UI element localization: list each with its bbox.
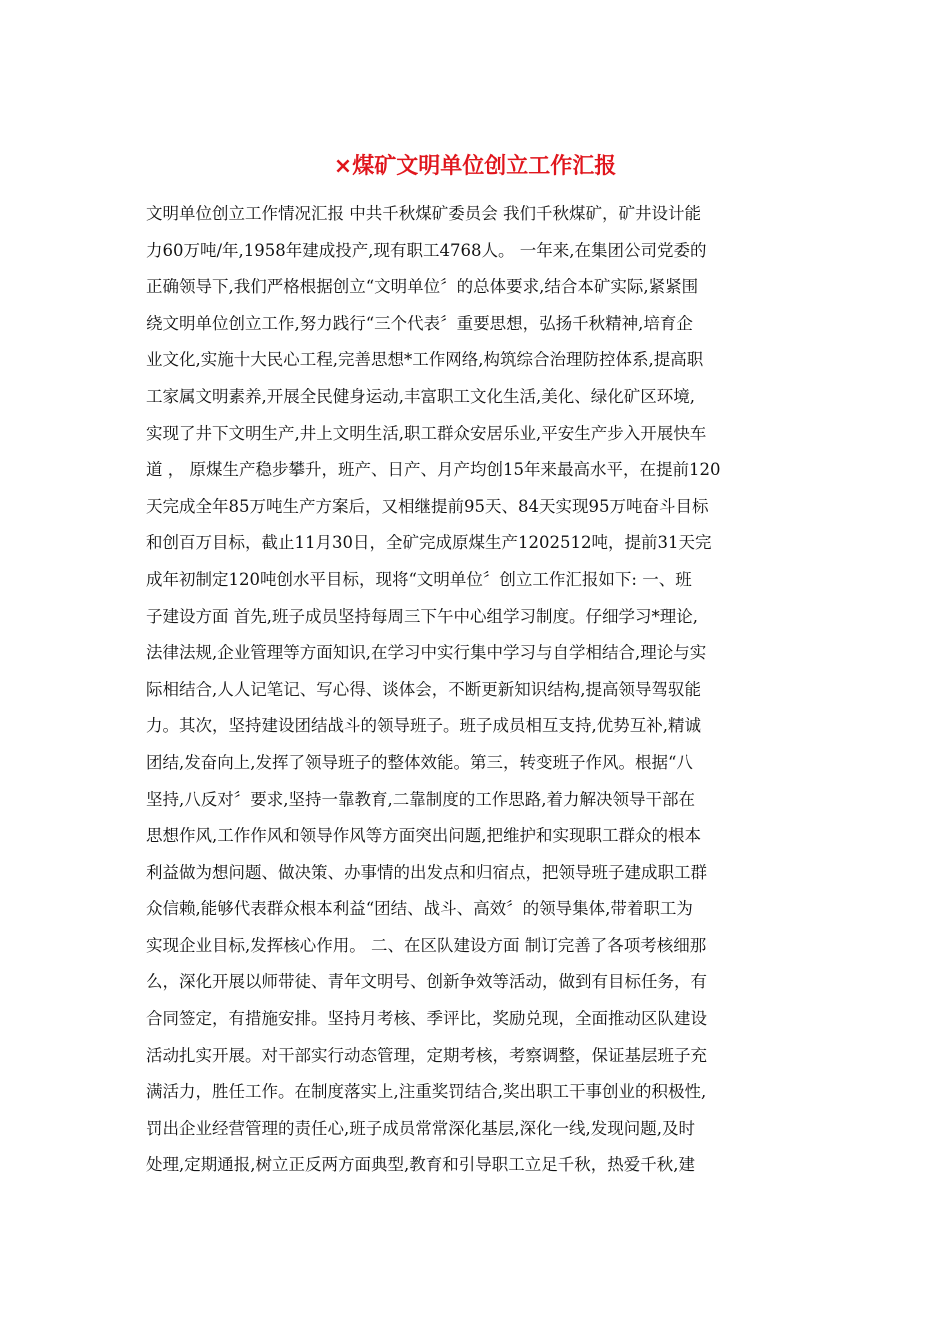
body-line: 法律法规,企业管理等方面知识,在学习中实行集中学习与自学相结合,理论与实 xyxy=(146,643,707,663)
body-line: 正确领导下,我们严格根据创立“文明单位〞的总体要求,结合本矿实际,紧紧围 xyxy=(146,277,699,297)
body-line: 满活力，胜任工作。在制度落实上,注重奖罚结合,奖出职工干事创业的积极性, xyxy=(146,1082,707,1102)
body-line: 文明单位创立工作情况汇报 中共千秋煤矿委员会 我们千秋煤矿，矿井设计能 xyxy=(146,204,701,223)
body-line: 道 ， 原煤生产稳步攀升，班产、日产、月产均创15年来最高水平，在提前120 xyxy=(146,460,721,480)
body-line: 实现了井下文明生产,井上文明生活,职工群众安居乐业,平安生产步入开展快车 xyxy=(146,423,707,443)
body-line: 力60万吨/年,1958年建成投产,现有职工4768人。 一年来,在集团公司党委的 xyxy=(146,240,707,260)
body-line: 实现企业目标,发挥核心作用。 二、在区队建设方面 制订完善了各项考核细那 xyxy=(146,935,707,955)
body-line: 团结,发奋向上,发挥了领导班子的整体效能。第三，转变班子作风。根据“八 xyxy=(146,752,693,772)
body-line: 利益做为想问题、做决策、办事情的出发点和归宿点，把领导班子建成职工群 xyxy=(146,862,707,882)
body-line: 成年初制定120吨创水平目标，现将“文明单位〞创立工作汇报如下: 一、班 xyxy=(146,569,692,589)
body-line: 和创百万目标，截止11月30日，全矿完成原煤生产1202512吨，提前31天完 xyxy=(146,533,712,553)
body-line: 业文化,实施十大民心工程,完善思想*工作网络,构筑综合治理防控体系,提高职 xyxy=(146,350,704,370)
body-line: 绕文明单位创立工作,努力践行“三个代表〞重要思想，弘扬千秋精神,培育企 xyxy=(146,313,693,333)
body-line: 罚出企业经营管理的责任心,班子成员常常深化基层,深化一线,发现问题,及时 xyxy=(146,1118,695,1138)
document-body xyxy=(146,196,806,1184)
body-line: 子建设方面 首先,班子成员坚持每周三下午中心组学习制度。仔细学习*理论, xyxy=(146,606,698,626)
body-line: 活动扎实开展。对干部实行动态管理，定期考核，考察调整，保证基层班子充 xyxy=(146,1045,707,1065)
body-line: 坚持,八反对〞要求,坚持一靠教育,二靠制度的工作思路,着力解决领导干部在 xyxy=(146,789,695,809)
body-line: 际相结合,人人记笔记、写心得、谈体会，不断更新知识结构,提高领导驾驭能 xyxy=(146,679,701,699)
document-title: ×煤矿文明单位创立工作汇报 xyxy=(333,154,617,179)
body-line: 合同签定，有措施安排。坚持月考核、季评比，奖励兑现，全面推动区队建设 xyxy=(146,1009,707,1029)
body-line: 天完成全年85万吨生产方案后，又相继提前95天、84天实现95万吨奋斗目标 xyxy=(146,496,709,516)
body-line: 处理,定期通报,树立正反两方面典型,教育和引导职工立足千秋，热爱千秋,建 xyxy=(146,1155,695,1175)
body-line: 众信赖,能够代表群众根本利益“团结、战斗、高效〞的领导集体,带着职工为 xyxy=(146,899,693,919)
body-line: 么，深化开展以师带徒、青年文明号、创新争效等活动，做到有目标任务，有 xyxy=(146,972,707,992)
body-line: 力。其次，坚持建设团结战斗的领导班子。班子成员相互支持,优势互补,精诚 xyxy=(146,716,701,736)
body-line: 工家属文明素养,开展全民健身运动,丰富职工文化生活,美化、绿化矿区环境, xyxy=(146,386,695,406)
body-line: 思想作风,工作作风和领导作风等方面突出问题,把维护和实现职工群众的根本 xyxy=(146,826,701,846)
